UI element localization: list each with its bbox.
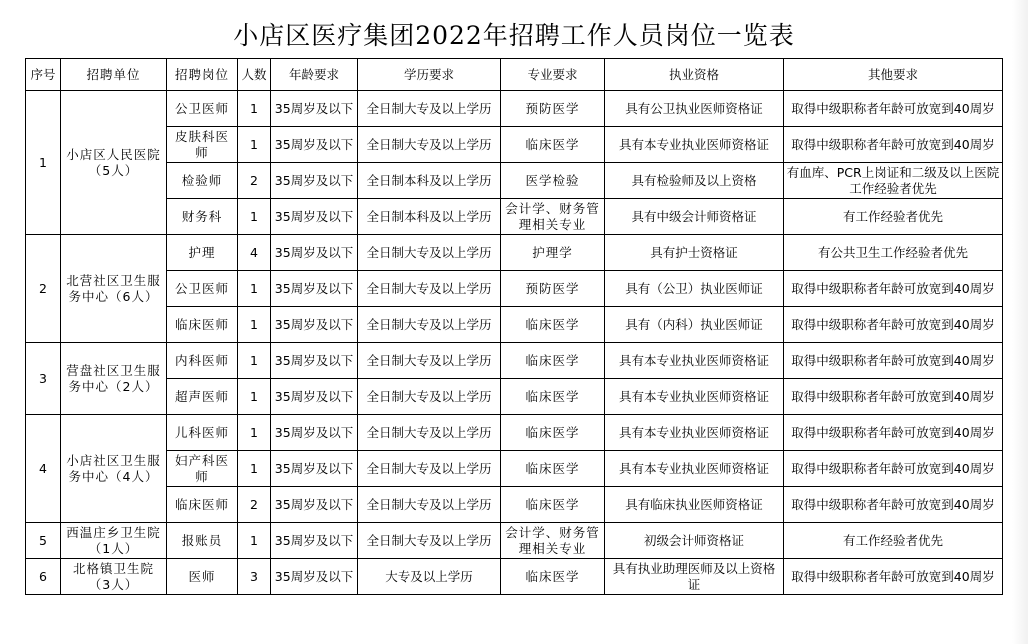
qualification-cell: 具有临床执业医师资格证 bbox=[605, 487, 784, 523]
major-cell: 预防医学 bbox=[501, 271, 605, 307]
major-cell: 临床医学 bbox=[501, 559, 605, 595]
count-cell: 1 bbox=[238, 307, 271, 343]
unit-no: 2 bbox=[26, 235, 61, 343]
header-other: 其他要求 bbox=[784, 59, 1003, 91]
other-cell: 有血库、PCR上岗证和二级及以上医院工作经验者优先 bbox=[784, 163, 1003, 199]
education-cell: 大专及以上学历 bbox=[358, 559, 501, 595]
other-cell: 取得中级职称者年龄可放宽到40周岁 bbox=[784, 127, 1003, 163]
table-row bbox=[26, 487, 1003, 523]
age-cell: 35周岁及以下 bbox=[271, 343, 358, 379]
major-cell: 会计学、财务管理相关专业 bbox=[501, 523, 605, 559]
unit-name: 小店区人民医院（5人） bbox=[61, 91, 167, 235]
other-cell: 取得中级职称者年龄可放宽到40周岁 bbox=[784, 559, 1003, 595]
unit-name: 营盘社区卫生服务中心（2人） bbox=[61, 343, 167, 415]
qualification-cell: 具有中级会计师资格证 bbox=[605, 199, 784, 235]
qualification-cell: 具有公卫执业医师资格证 bbox=[605, 91, 784, 127]
qualification-cell: 具有（公卫）执业医师证 bbox=[605, 271, 784, 307]
table-row bbox=[26, 91, 1003, 127]
age-cell: 35周岁及以下 bbox=[271, 487, 358, 523]
count-cell: 4 bbox=[238, 235, 271, 271]
major-cell: 临床医学 bbox=[501, 415, 605, 451]
count-cell: 1 bbox=[238, 523, 271, 559]
header-major: 专业要求 bbox=[501, 59, 605, 91]
other-cell: 有公共卫生工作经验者优先 bbox=[784, 235, 1003, 271]
qualification-cell: 具有检验师及以上资格 bbox=[605, 163, 784, 199]
other-cell: 有工作经验者优先 bbox=[784, 199, 1003, 235]
header-row bbox=[26, 59, 1003, 91]
unit-no: 4 bbox=[26, 415, 61, 523]
major-cell: 临床医学 bbox=[501, 379, 605, 415]
unit-name: 北营社区卫生服务中心（6人） bbox=[61, 235, 167, 343]
major-cell: 临床医学 bbox=[501, 343, 605, 379]
position-cell: 临床医师 bbox=[167, 487, 238, 523]
age-cell: 35周岁及以下 bbox=[271, 127, 358, 163]
other-cell: 取得中级职称者年龄可放宽到40周岁 bbox=[784, 271, 1003, 307]
header-education: 学历要求 bbox=[358, 59, 501, 91]
qualification-cell: 初级会计师资格证 bbox=[605, 523, 784, 559]
major-cell: 临床医学 bbox=[501, 127, 605, 163]
qualification-cell: 具有护士资格证 bbox=[605, 235, 784, 271]
education-cell: 全日制大专及以上学历 bbox=[358, 307, 501, 343]
other-cell: 取得中级职称者年龄可放宽到40周岁 bbox=[784, 451, 1003, 487]
position-cell: 检验师 bbox=[167, 163, 238, 199]
count-cell: 2 bbox=[238, 163, 271, 199]
table-row bbox=[26, 271, 1003, 307]
other-cell: 取得中级职称者年龄可放宽到40周岁 bbox=[784, 343, 1003, 379]
count-cell: 1 bbox=[238, 451, 271, 487]
table-row bbox=[26, 559, 1003, 595]
position-cell: 临床医师 bbox=[167, 307, 238, 343]
education-cell: 全日制大专及以上学历 bbox=[358, 451, 501, 487]
unit-name: 西温庄乡卫生院（1人） bbox=[61, 523, 167, 559]
position-cell: 公卫医师 bbox=[167, 271, 238, 307]
table-row bbox=[26, 235, 1003, 271]
education-cell: 全日制大专及以上学历 bbox=[358, 235, 501, 271]
major-cell: 临床医学 bbox=[501, 307, 605, 343]
qualification-cell: 具有（内科）执业医师证 bbox=[605, 307, 784, 343]
position-cell: 财务科 bbox=[167, 199, 238, 235]
table-row bbox=[26, 307, 1003, 343]
header-qualification: 执业资格 bbox=[605, 59, 784, 91]
position-cell: 医师 bbox=[167, 559, 238, 595]
major-cell: 临床医学 bbox=[501, 451, 605, 487]
qualification-cell: 具有执业助理医师及以上资格证 bbox=[605, 559, 784, 595]
position-cell: 内科医师 bbox=[167, 343, 238, 379]
count-cell: 1 bbox=[238, 199, 271, 235]
count-cell: 1 bbox=[238, 127, 271, 163]
unit-name: 北格镇卫生院（3人） bbox=[61, 559, 167, 595]
table-row bbox=[26, 523, 1003, 559]
education-cell: 全日制大专及以上学历 bbox=[358, 127, 501, 163]
header-age: 年龄要求 bbox=[271, 59, 358, 91]
education-cell: 全日制大专及以上学历 bbox=[358, 343, 501, 379]
table-row bbox=[26, 379, 1003, 415]
age-cell: 35周岁及以下 bbox=[271, 307, 358, 343]
table-row bbox=[26, 127, 1003, 163]
unit-no: 1 bbox=[26, 91, 61, 235]
age-cell: 35周岁及以下 bbox=[271, 163, 358, 199]
age-cell: 35周岁及以下 bbox=[271, 415, 358, 451]
position-cell: 儿科医师 bbox=[167, 415, 238, 451]
qualification-cell: 具有本专业执业医师资格证 bbox=[605, 451, 784, 487]
major-cell: 医学检验 bbox=[501, 163, 605, 199]
position-cell: 报账员 bbox=[167, 523, 238, 559]
age-cell: 35周岁及以下 bbox=[271, 379, 358, 415]
table-row bbox=[26, 451, 1003, 487]
education-cell: 全日制大专及以上学历 bbox=[358, 415, 501, 451]
unit-no: 5 bbox=[26, 523, 61, 559]
table-row bbox=[26, 199, 1003, 235]
position-cell: 护理 bbox=[167, 235, 238, 271]
education-cell: 全日制大专及以上学历 bbox=[358, 523, 501, 559]
education-cell: 全日制大专及以上学历 bbox=[358, 487, 501, 523]
position-cell: 皮肤科医师 bbox=[167, 127, 238, 163]
qualification-cell: 具有本专业执业医师资格证 bbox=[605, 127, 784, 163]
age-cell: 35周岁及以下 bbox=[271, 559, 358, 595]
education-cell: 全日制大专及以上学历 bbox=[358, 379, 501, 415]
age-cell: 35周岁及以下 bbox=[271, 91, 358, 127]
position-cell: 公卫医师 bbox=[167, 91, 238, 127]
education-cell: 全日制本科及以上学历 bbox=[358, 163, 501, 199]
header-no: 序号 bbox=[26, 59, 61, 91]
major-cell: 预防医学 bbox=[501, 91, 605, 127]
position-cell: 妇产科医师 bbox=[167, 451, 238, 487]
major-cell: 会计学、财务管理相关专业 bbox=[501, 199, 605, 235]
count-cell: 1 bbox=[238, 271, 271, 307]
qualification-cell: 具有本专业执业医师资格证 bbox=[605, 379, 784, 415]
age-cell: 35周岁及以下 bbox=[271, 235, 358, 271]
age-cell: 35周岁及以下 bbox=[271, 199, 358, 235]
education-cell: 全日制本科及以上学历 bbox=[358, 199, 501, 235]
table-row bbox=[26, 163, 1003, 199]
other-cell: 取得中级职称者年龄可放宽到40周岁 bbox=[784, 379, 1003, 415]
unit-no: 6 bbox=[26, 559, 61, 595]
unit-no: 3 bbox=[26, 343, 61, 415]
education-cell: 全日制大专及以上学历 bbox=[358, 91, 501, 127]
count-cell: 2 bbox=[238, 487, 271, 523]
header-unit: 招聘单位 bbox=[61, 59, 167, 91]
recruitment-table bbox=[25, 58, 1003, 595]
age-cell: 35周岁及以下 bbox=[271, 451, 358, 487]
other-cell: 取得中级职称者年龄可放宽到40周岁 bbox=[784, 415, 1003, 451]
count-cell: 3 bbox=[238, 559, 271, 595]
qualification-cell: 具有本专业执业医师资格证 bbox=[605, 343, 784, 379]
count-cell: 1 bbox=[238, 343, 271, 379]
count-cell: 1 bbox=[238, 415, 271, 451]
header-count: 人数 bbox=[238, 59, 271, 91]
age-cell: 35周岁及以下 bbox=[271, 271, 358, 307]
other-cell: 取得中级职称者年龄可放宽到40周岁 bbox=[784, 91, 1003, 127]
age-cell: 35周岁及以下 bbox=[271, 523, 358, 559]
major-cell: 护理学 bbox=[501, 235, 605, 271]
major-cell: 临床医学 bbox=[501, 487, 605, 523]
education-cell: 全日制大专及以上学历 bbox=[358, 271, 501, 307]
count-cell: 1 bbox=[238, 379, 271, 415]
count-cell: 1 bbox=[238, 91, 271, 127]
table-row bbox=[26, 415, 1003, 451]
unit-name: 小店社区卫生服务中心（4人） bbox=[61, 415, 167, 523]
page-title: 小店区医疗集团2022年招聘工作人员岗位一览表 bbox=[233, 21, 795, 50]
table-row bbox=[26, 343, 1003, 379]
header-position: 招聘岗位 bbox=[167, 59, 238, 91]
position-cell: 超声医师 bbox=[167, 379, 238, 415]
other-cell: 有工作经验者优先 bbox=[784, 523, 1003, 559]
other-cell: 取得中级职称者年龄可放宽到40周岁 bbox=[784, 487, 1003, 523]
page-edge bbox=[1012, 0, 1028, 644]
other-cell: 取得中级职称者年龄可放宽到40周岁 bbox=[784, 307, 1003, 343]
qualification-cell: 具有本专业执业医师资格证 bbox=[605, 415, 784, 451]
